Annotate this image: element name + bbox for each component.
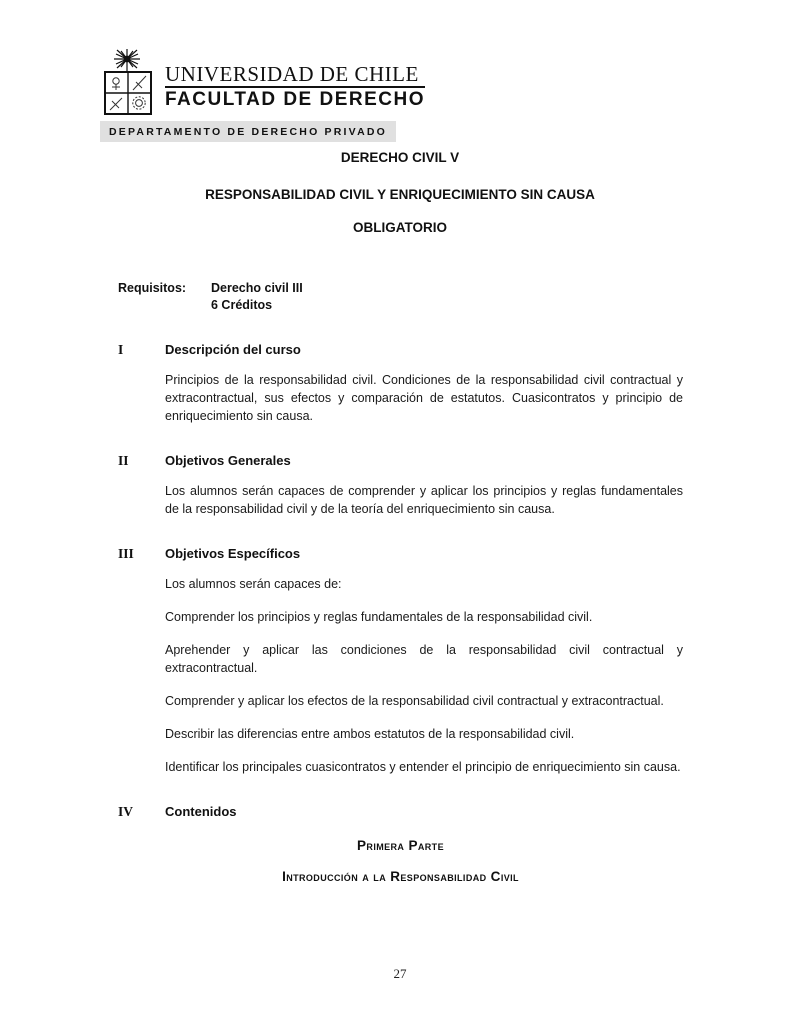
prerequisite-value: Derecho civil III bbox=[211, 281, 303, 295]
section-contenidos bbox=[118, 804, 683, 820]
section-paragraph: Principios de la responsabilidad civil. Condiciones de la responsabilidad civil contractual y extracontractual, sus efectos y comparación de estatutos. Cuasicontratos y principio de enriquecimiento sin causa. bbox=[165, 373, 683, 423]
section-descripcion bbox=[118, 342, 683, 425]
section-heading bbox=[118, 453, 683, 469]
section-heading bbox=[118, 546, 683, 562]
faculty-name: FACULTAD DE DERECHO bbox=[165, 89, 426, 111]
logo-row bbox=[100, 48, 800, 116]
section-numeral: III bbox=[118, 546, 134, 561]
document-body bbox=[118, 342, 683, 885]
section-title: Descripción del curso bbox=[165, 342, 301, 357]
letterhead bbox=[100, 48, 800, 142]
course-subtitle: RESPONSABILIDAD CIVIL Y ENRIQUECIMIENTO SIN CAUSA bbox=[205, 187, 595, 202]
page-footer bbox=[0, 966, 800, 982]
section-numeral: IV bbox=[118, 804, 134, 819]
course-title: DERECHO CIVIL V bbox=[340, 150, 460, 165]
section-paragraph: Aprehender y aplicar las condiciones de la responsabilidad civil contractual y extracontractual. bbox=[165, 643, 683, 675]
title-block bbox=[0, 150, 800, 236]
section-title: Objetivos Generales bbox=[165, 453, 291, 468]
section-paragraph: Los alumnos serán capaces de: bbox=[165, 577, 342, 591]
section-paragraph: Describir las diferencias entre ambos estatutos de la responsabilidad civil. bbox=[165, 727, 575, 741]
university-crest-icon bbox=[100, 48, 158, 116]
requisites-label: Requisitos: bbox=[118, 281, 187, 295]
credits-value: 6 Créditos bbox=[211, 298, 273, 312]
section-objetivos-generales bbox=[118, 453, 683, 518]
logo-text bbox=[165, 63, 425, 110]
part-heading: Primera Parte bbox=[357, 838, 444, 853]
university-name: UNIVERSIDAD DE CHILE bbox=[165, 63, 425, 88]
department-banner: DEPARTAMENTO DE DERECHO PRIVADO bbox=[100, 121, 396, 142]
part-subheading: Introducción a la Responsabilidad Civil bbox=[282, 869, 519, 884]
section-numeral: I bbox=[118, 342, 124, 357]
requisites-block bbox=[118, 280, 683, 314]
section-heading bbox=[118, 342, 683, 358]
page-number: 27 bbox=[393, 966, 407, 981]
section-paragraph: Los alumnos serán capaces de comprender y aplicar los principios y reglas fundamentales de la responsabilidad civil y de la teoría del enriquecimiento sin causa. bbox=[165, 484, 683, 516]
section-paragraph: Comprender y aplicar los efectos de la responsabilidad civil contractual y extracontractual. bbox=[165, 694, 664, 708]
section-title: Objetivos Específicos bbox=[165, 546, 301, 561]
section-title: Contenidos bbox=[165, 804, 237, 819]
section-objetivos-especificos bbox=[118, 546, 683, 776]
section-heading bbox=[118, 804, 683, 820]
requisites-values bbox=[211, 280, 683, 314]
section-numeral: II bbox=[118, 453, 129, 468]
course-type: OBLIGATORIO bbox=[353, 220, 447, 235]
section-paragraph: Comprender los principios y reglas fundamentales de la responsabilidad civil. bbox=[165, 610, 593, 624]
section-paragraph: Identificar los principales cuasicontratos y entender el principio de enriquecimiento sin causa. bbox=[165, 760, 681, 774]
